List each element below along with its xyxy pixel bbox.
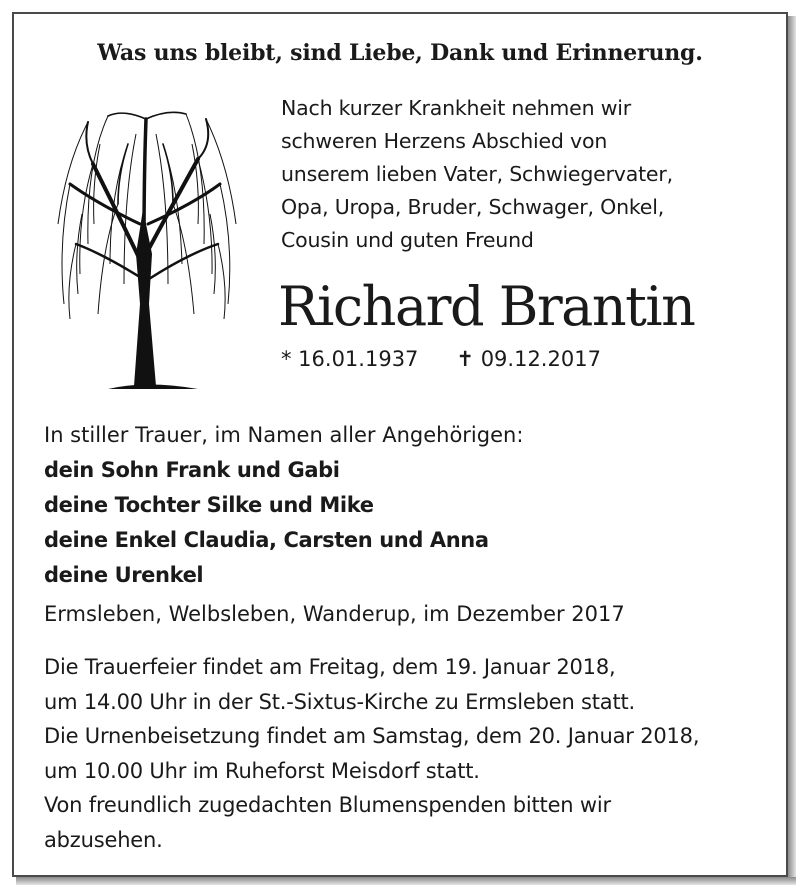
frame-shadow-bottom [16, 877, 796, 885]
intro-line: Cousin und guten Freund [281, 228, 534, 252]
motto-heading: Was uns bleibt, sind Liebe, Dank und Erinnerung. [97, 40, 703, 66]
intro-line: Nach kurzer Krankheit nehmen wir [281, 96, 631, 120]
mourners-lead: In stiller Trauer, im Namen aller Angehörigen: [44, 423, 524, 447]
details-line: um 14.00 Uhr in der St.-Sixtus-Kirche zu Ermsleben statt. [44, 689, 636, 714]
intro-line: schweren Herzens Abschied von [281, 129, 608, 153]
death-date: ✝ 09.12.2017 [456, 347, 601, 371]
mourner-line: dein Sohn Frank und Gabi [44, 458, 340, 482]
birth-date: * 16.01.1937 [281, 347, 419, 371]
deceased-name: Richard Brantin [278, 275, 695, 338]
details-line: abzusehen. [44, 827, 163, 852]
mourner-line: deine Enkel Claudia, Carsten und Anna [44, 528, 489, 552]
place-date: Ermsleben, Welbsleben, Wanderup, im Dezember 2017 [44, 602, 625, 626]
details-line: um 10.00 Uhr im Ruheforst Meisdorf statt. [44, 758, 480, 783]
funeral-details [44, 650, 699, 857]
frame-shadow-right [788, 16, 796, 881]
intro-line: Opa, Uropa, Bruder, Schwager, Onkel, [281, 195, 665, 219]
intro-line: unserem lieben Vater, Schwiegervater, [281, 162, 673, 186]
intro-text [281, 92, 781, 257]
weeping-tree-icon [48, 104, 244, 390]
details-line: Die Trauerfeier findet am Freitag, dem 19. Januar 2018, [44, 655, 616, 679]
life-dates [281, 347, 601, 371]
mourners-block [44, 418, 523, 593]
details-line: Die Urnenbeisetzung findet am Samstag, dem 20. Januar 2018, [44, 724, 700, 748]
mourner-line: deine Tochter Silke und Mike [44, 493, 374, 517]
details-line: Von freundlich zugedachten Blumenspenden bitten wir [44, 793, 611, 817]
mourner-line: deine Urenkel [44, 563, 204, 587]
